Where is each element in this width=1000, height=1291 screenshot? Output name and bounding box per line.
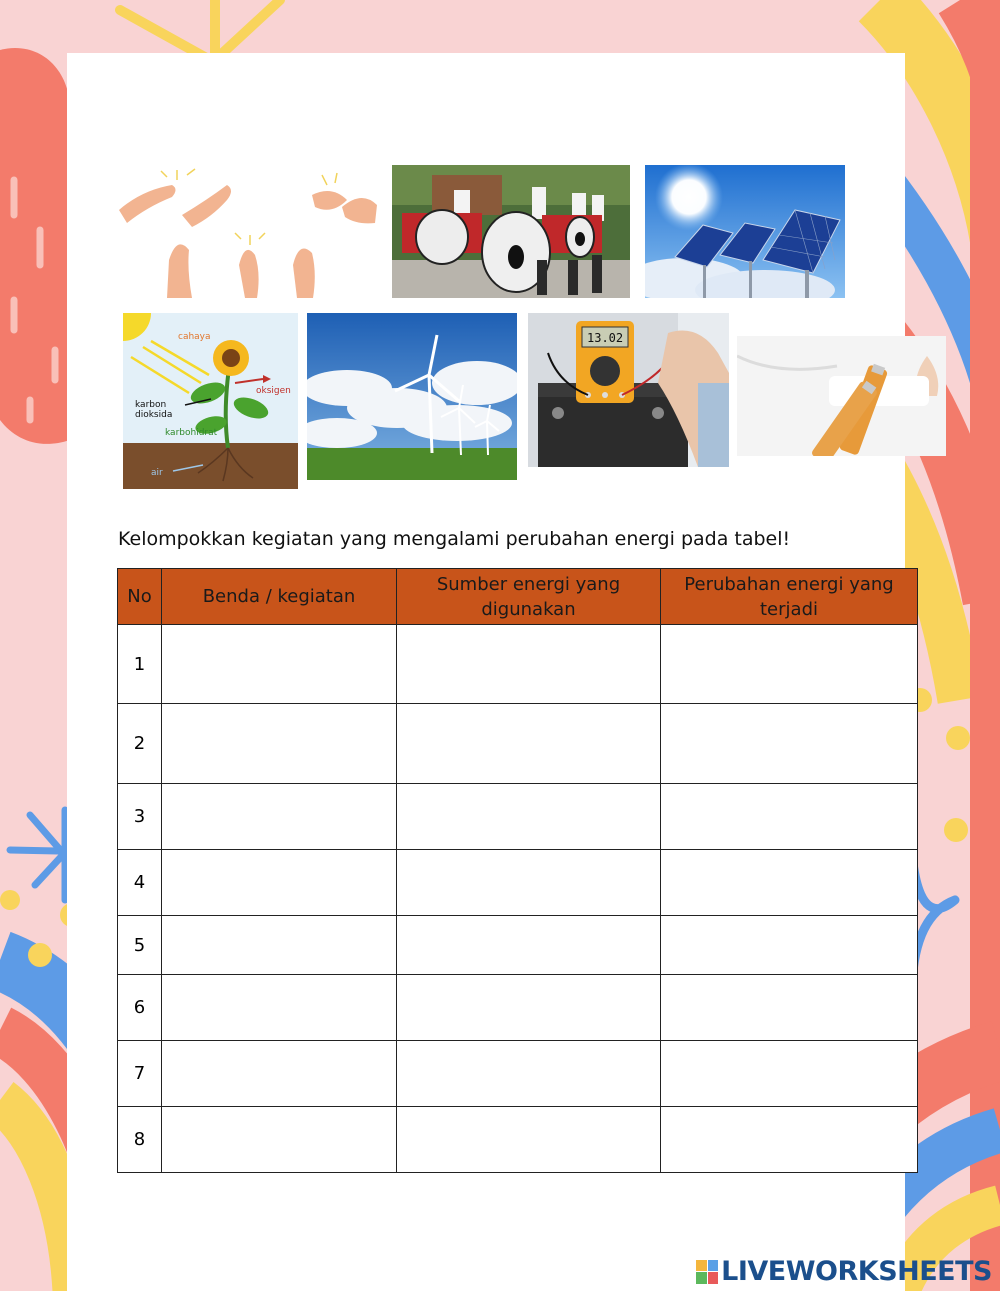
- sumber-input[interactable]: [397, 850, 661, 916]
- solar-panel-image: [645, 165, 845, 298]
- row-number: 4: [118, 850, 162, 916]
- label-oksigen: oksigen: [256, 386, 291, 396]
- perubahan-input[interactable]: [661, 1041, 918, 1107]
- row-number: 2: [118, 704, 162, 784]
- label-karbohidrat: karbohidrat: [165, 428, 218, 438]
- perubahan-input[interactable]: [661, 975, 918, 1041]
- sumber-input[interactable]: [397, 916, 661, 975]
- sumber-input[interactable]: [397, 975, 661, 1041]
- sumber-input[interactable]: [397, 1107, 661, 1173]
- benda-input[interactable]: [162, 916, 397, 975]
- sumber-input[interactable]: [397, 704, 661, 784]
- row-number: 1: [118, 625, 162, 704]
- sumber-input[interactable]: [397, 625, 661, 704]
- benda-input[interactable]: [162, 850, 397, 916]
- benda-input[interactable]: [162, 704, 397, 784]
- sumber-input[interactable]: [397, 784, 661, 850]
- perubahan-input[interactable]: [661, 704, 918, 784]
- row-number: 7: [118, 1041, 162, 1107]
- row-number: 3: [118, 784, 162, 850]
- multimeter-battery-image: [528, 313, 729, 467]
- benda-input[interactable]: [162, 975, 397, 1041]
- perubahan-input[interactable]: [661, 1107, 918, 1173]
- clapping-hands-image: [117, 165, 379, 298]
- perubahan-input[interactable]: [661, 625, 918, 704]
- table-row: [118, 916, 918, 975]
- photosynthesis-image: [123, 313, 298, 489]
- benda-input[interactable]: [162, 784, 397, 850]
- header-perubahan-energi: Perubahan energi yang terjadi: [661, 569, 918, 625]
- perubahan-input[interactable]: [661, 850, 918, 916]
- energy-table: [117, 568, 918, 1173]
- table-row: [118, 850, 918, 916]
- sumber-input[interactable]: [397, 1041, 661, 1107]
- benda-input[interactable]: [162, 1107, 397, 1173]
- row-number: 5: [118, 916, 162, 975]
- header-benda-kegiatan: Benda / kegiatan: [162, 569, 397, 625]
- benda-input[interactable]: [162, 625, 397, 704]
- header-no: No: [118, 569, 162, 625]
- table-row: [118, 1041, 918, 1107]
- benda-input[interactable]: [162, 1041, 397, 1107]
- row-number: 6: [118, 975, 162, 1041]
- row-number: 8: [118, 1107, 162, 1173]
- perubahan-input[interactable]: [661, 916, 918, 975]
- table-row: [118, 784, 918, 850]
- label-cahaya: cahaya: [178, 332, 211, 342]
- label-karbon: karbon: [135, 400, 167, 410]
- label-air: air: [151, 468, 163, 478]
- multimeter-reading: 13.02: [587, 331, 624, 345]
- label-dioksida: dioksida: [135, 410, 173, 420]
- table-row: [118, 704, 918, 784]
- table-row: [118, 625, 918, 704]
- wind-turbine-image: [307, 313, 517, 480]
- liveworksheets-logo[interactable]: [696, 1256, 992, 1287]
- perubahan-input[interactable]: [661, 784, 918, 850]
- table-row: [118, 975, 918, 1041]
- liveworksheets-mark-icon: [696, 1260, 718, 1284]
- instruction-text: Kelompokkan kegiatan yang mengalami perubahan energi pada tabel!: [118, 528, 791, 550]
- header-sumber-energi: Sumber energi yang digunakan: [397, 569, 661, 625]
- aa-batteries-image: [737, 336, 946, 456]
- drum-band-image: [392, 165, 630, 298]
- liveworksheets-text: LIVEWORKSHEETS: [721, 1256, 992, 1287]
- table-row: [118, 1107, 918, 1173]
